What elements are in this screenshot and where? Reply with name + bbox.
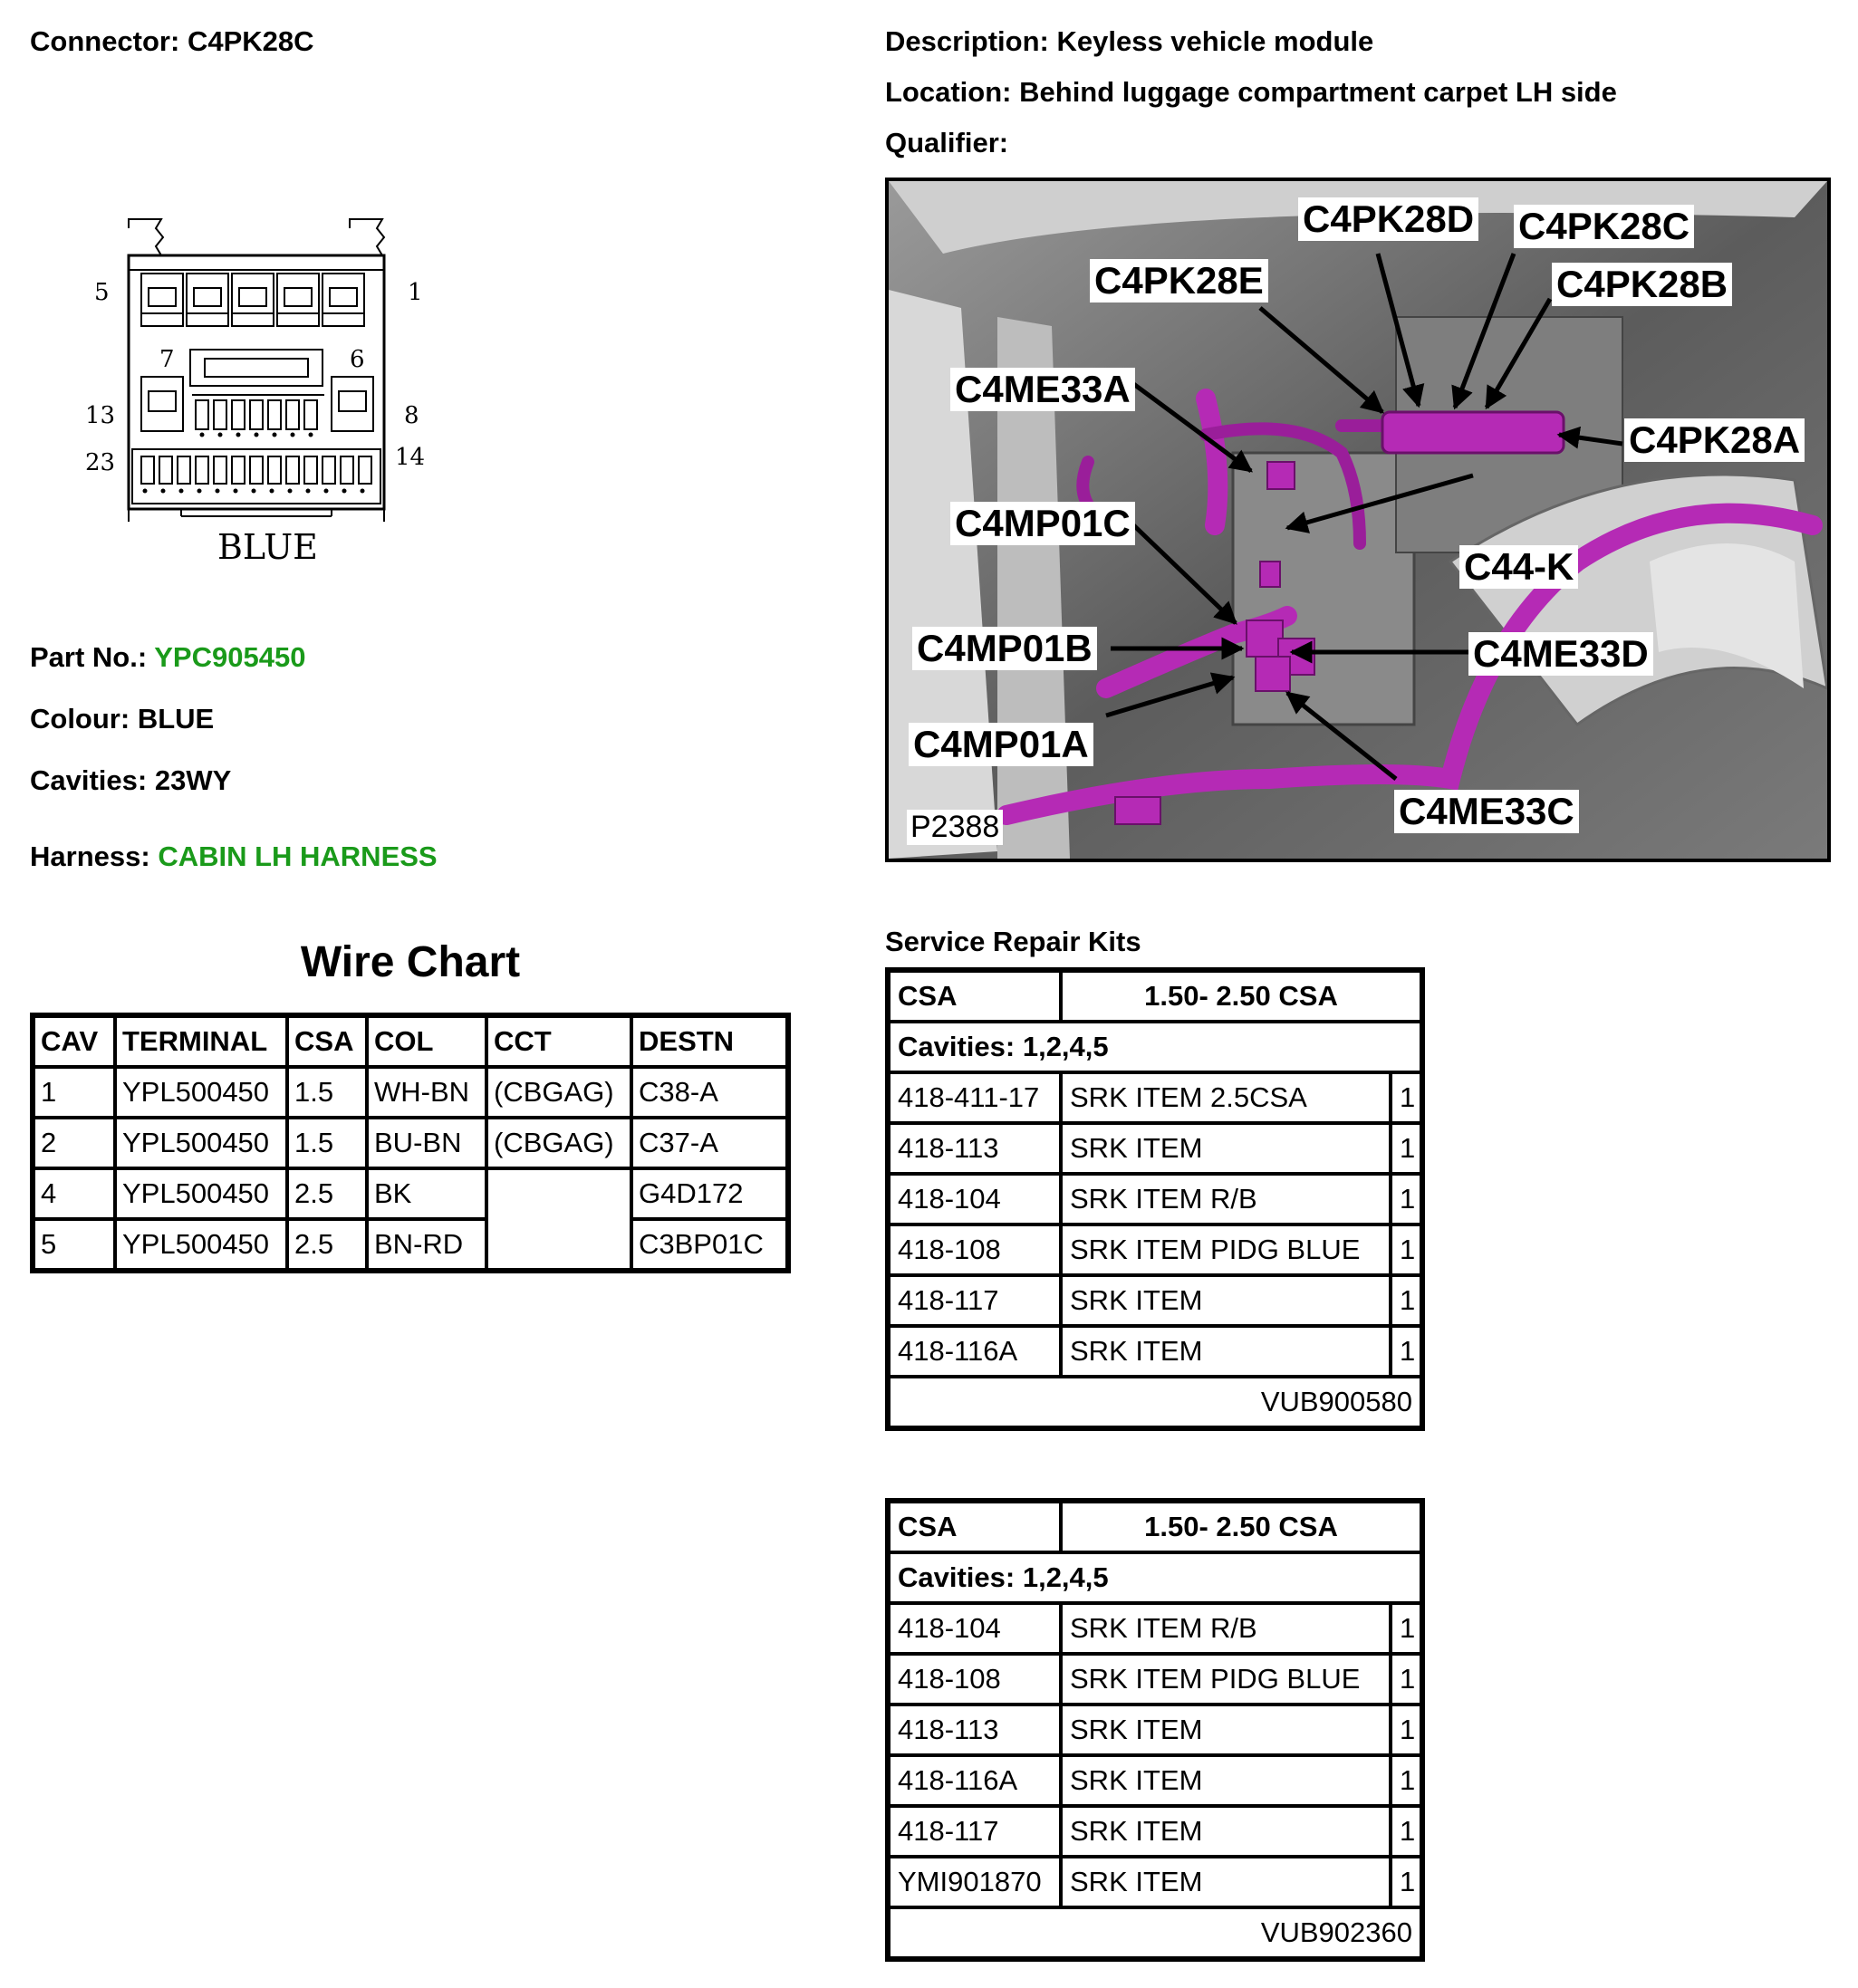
harness-label: Harness: [30, 840, 150, 872]
location-label: Location: [885, 76, 1012, 108]
colour-cell: WH-BN [367, 1067, 486, 1118]
colour-line [30, 703, 214, 735]
kit-csa-label: CSA [889, 971, 1061, 1022]
kit-qty-cell: 1 [1391, 1806, 1421, 1857]
callout-c4me33a: C4ME33A [950, 368, 1135, 411]
csa-cell: 2.5 [287, 1219, 367, 1270]
colour-value: BLUE [137, 703, 215, 735]
table-row [889, 1755, 1421, 1806]
harness-link[interactable]: CABIN LH HARNESS [158, 840, 438, 872]
kit-csa-label: CSA [889, 1502, 1061, 1552]
connector-id: C4PK28C [187, 25, 314, 57]
table-row [889, 1806, 1421, 1857]
col-cav-header: CAV [34, 1016, 115, 1067]
table-row [889, 1224, 1421, 1275]
kit-qty-cell: 1 [1391, 1857, 1421, 1907]
kit-part-cell: 418-117 [889, 1275, 1061, 1326]
wire-chart-table [30, 1013, 791, 1273]
colour-cell: BU-BN [367, 1118, 486, 1168]
terminal-cell: YPL500450 [115, 1219, 287, 1270]
kit-csa-range: 1.50- 2.50 CSA [1061, 1502, 1421, 1552]
kit-qty-cell: 1 [1391, 1326, 1421, 1377]
kit-qty-cell: 1 [1391, 1224, 1421, 1275]
destn-cell: C38-A [631, 1067, 787, 1118]
kit-qty-cell: 1 [1391, 1603, 1421, 1654]
table-row [889, 1326, 1421, 1377]
wire-chart-header-row [34, 1016, 787, 1067]
connector-label: Connector: [30, 25, 180, 57]
cav-cell: 5 [34, 1219, 115, 1270]
destn-cell: G4D172 [631, 1168, 787, 1219]
colour-label: Colour: [30, 703, 130, 735]
kit-part-cell: 418-104 [889, 1174, 1061, 1224]
kit-desc-cell: SRK ITEM [1061, 1326, 1391, 1377]
kit-number: VUB900580 [889, 1377, 1421, 1427]
cavities-value: 23WY [154, 764, 232, 796]
kit-desc-cell: SRK ITEM 2.5CSA [1061, 1072, 1391, 1123]
kit-part-cell: 418-113 [889, 1123, 1061, 1174]
description-label: Description: [885, 25, 1049, 57]
kit-qty-cell: 1 [1391, 1755, 1421, 1806]
cct-cell: (CBGAG) [486, 1118, 631, 1168]
callout-c4mp01b: C4MP01B [912, 627, 1097, 670]
pin-label-13: 13 [85, 402, 116, 429]
pin-label-7: 7 [159, 346, 175, 373]
col-destn-header: DESTN [631, 1016, 787, 1067]
table-row [889, 1072, 1421, 1123]
cct-cell-merged [486, 1168, 631, 1270]
table-row [34, 1168, 787, 1219]
kit-number-row [889, 1377, 1421, 1427]
destn-cell: C37-A [631, 1118, 787, 1168]
location-line [885, 76, 1617, 109]
kit-number: VUB902360 [889, 1907, 1421, 1958]
callout-c4mp01c: C4MP01C [950, 502, 1135, 545]
repair-kit-table-1 [885, 967, 1425, 1431]
table-row [889, 1654, 1421, 1705]
cct-cell: (CBGAG) [486, 1067, 631, 1118]
kit-part-cell: 418-113 [889, 1705, 1061, 1755]
connector-line [30, 25, 314, 58]
kit-desc-cell: SRK ITEM R/B [1061, 1174, 1391, 1224]
kit-csa-row [889, 971, 1421, 1022]
csa-cell: 1.5 [287, 1118, 367, 1168]
kit-qty-cell: 1 [1391, 1072, 1421, 1123]
kit-cavities-row [889, 1552, 1421, 1603]
callout-c4pk28b: C4PK28B [1552, 263, 1732, 306]
kit-part-cell: 418-108 [889, 1224, 1061, 1275]
table-row [889, 1123, 1421, 1174]
kit-cavities: Cavities: 1,2,4,5 [889, 1022, 1421, 1072]
kit-csa-range: 1.50- 2.50 CSA [1061, 971, 1421, 1022]
connector-face-diagram [72, 217, 435, 580]
col-csa-header: CSA [287, 1016, 367, 1067]
kit-part-cell: 418-108 [889, 1654, 1061, 1705]
kit-desc-cell: SRK ITEM PIDG BLUE [1061, 1654, 1391, 1705]
table-row [34, 1067, 787, 1118]
kit-part-cell: YMI901870 [889, 1857, 1061, 1907]
kit-desc-cell: SRK ITEM [1061, 1705, 1391, 1755]
kit-desc-cell: SRK ITEM [1061, 1755, 1391, 1806]
cav-cell: 2 [34, 1118, 115, 1168]
table-row [34, 1118, 787, 1168]
location-value: Behind luggage compartment carpet LH side [1019, 76, 1617, 108]
connector-colour-text: BLUE [217, 527, 318, 567]
kit-csa-row [889, 1502, 1421, 1552]
kit-desc-cell: SRK ITEM PIDG BLUE [1061, 1224, 1391, 1275]
pin-label-5: 5 [94, 279, 110, 306]
kit-part-cell: 418-117 [889, 1806, 1061, 1857]
kit-part-cell: 418-104 [889, 1603, 1061, 1654]
wire-chart-title: Wire Chart [300, 938, 521, 986]
kit-desc-cell: SRK ITEM [1061, 1123, 1391, 1174]
cavities-label: Cavities: [30, 764, 148, 796]
table-row [889, 1174, 1421, 1224]
repair-kit-table-2 [885, 1498, 1425, 1962]
pin-label-6: 6 [350, 346, 365, 373]
csa-cell: 1.5 [287, 1067, 367, 1118]
table-row [889, 1857, 1421, 1907]
callout-c44k: C44-K [1459, 545, 1578, 589]
kit-part-cell: 418-116A [889, 1326, 1061, 1377]
terminal-cell: YPL500450 [115, 1067, 287, 1118]
csa-cell: 2.5 [287, 1168, 367, 1219]
kit-cavities-row [889, 1022, 1421, 1072]
pin-label-8: 8 [404, 402, 419, 429]
description-value: Keyless vehicle module [1056, 25, 1374, 57]
terminal-cell: YPL500450 [115, 1168, 287, 1219]
photo-reference: P2388 [907, 810, 1003, 845]
kit-qty-cell: 1 [1391, 1654, 1421, 1705]
cavities-line [30, 764, 231, 797]
kit-qty-cell: 1 [1391, 1275, 1421, 1326]
kit-desc-cell: SRK ITEM [1061, 1806, 1391, 1857]
table-row [889, 1705, 1421, 1755]
kit-part-cell: 418-411-17 [889, 1072, 1061, 1123]
kit-qty-cell: 1 [1391, 1174, 1421, 1224]
kit-number-row [889, 1907, 1421, 1958]
part-no-link[interactable]: YPC905450 [154, 641, 306, 673]
table-row [889, 1275, 1421, 1326]
description-line [885, 25, 1373, 58]
table-row [889, 1603, 1421, 1654]
callout-c4me33c: C4ME33C [1394, 790, 1579, 833]
col-cct-header: CCT [486, 1016, 631, 1067]
callout-c4me33d: C4ME33D [1468, 632, 1653, 676]
location-photo [885, 178, 1831, 862]
cav-cell: 4 [34, 1168, 115, 1219]
pin-label-23: 23 [85, 449, 116, 476]
kit-desc-cell: SRK ITEM [1061, 1275, 1391, 1326]
col-col-header: COL [367, 1016, 486, 1067]
callout-c4pk28e: C4PK28E [1090, 259, 1268, 303]
part-no-line [30, 641, 305, 674]
terminal-cell: YPL500450 [115, 1118, 287, 1168]
kit-qty-cell: 1 [1391, 1705, 1421, 1755]
callout-c4pk28d: C4PK28D [1298, 197, 1478, 241]
service-repair-kits-title: Service Repair Kits [885, 926, 1141, 957]
kit-desc-cell: SRK ITEM R/B [1061, 1603, 1391, 1654]
pin-label-1: 1 [408, 279, 423, 306]
harness-line [30, 840, 438, 873]
kit-part-cell: 418-116A [889, 1755, 1061, 1806]
callout-c4pk28a: C4PK28A [1624, 418, 1805, 462]
col-terminal-header: TERMINAL [115, 1016, 287, 1067]
kit-qty-cell: 1 [1391, 1123, 1421, 1174]
table-row [34, 1219, 787, 1270]
colour-cell: BK [367, 1168, 486, 1219]
colour-cell: BN-RD [367, 1219, 486, 1270]
callout-c4mp01a: C4MP01A [909, 723, 1093, 766]
callout-c4pk28c: C4PK28C [1514, 205, 1694, 248]
part-no-label: Part No.: [30, 641, 148, 673]
qualifier-label: Qualifier: [885, 127, 1009, 158]
cav-cell: 1 [34, 1067, 115, 1118]
connector-face-drawing [72, 217, 435, 580]
destn-cell: C3BP01C [631, 1219, 787, 1270]
pin-label-14: 14 [395, 444, 426, 471]
kit-cavities: Cavities: 1,2,4,5 [889, 1552, 1421, 1603]
kit-desc-cell: SRK ITEM [1061, 1857, 1391, 1907]
